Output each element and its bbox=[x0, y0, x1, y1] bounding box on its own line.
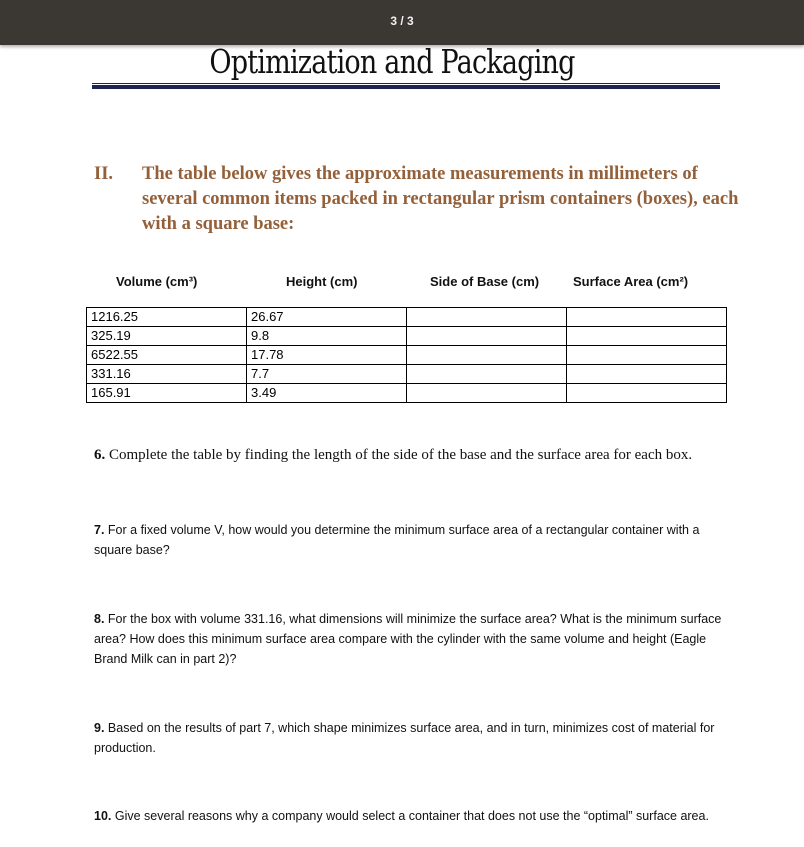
table-row bbox=[87, 346, 727, 365]
table-cell: 325.19 bbox=[87, 327, 247, 346]
question-6 bbox=[94, 444, 724, 466]
question-9 bbox=[94, 718, 724, 758]
table-cell bbox=[407, 308, 567, 327]
table-cell: 6522.55 bbox=[87, 346, 247, 365]
column-header-side: Side of Base (cm) bbox=[430, 274, 540, 289]
measurements-table bbox=[86, 307, 727, 403]
title-divider-thin bbox=[92, 83, 720, 84]
table-cell bbox=[567, 365, 727, 384]
question-8 bbox=[94, 609, 724, 669]
question-number: 6. bbox=[94, 447, 106, 463]
question-text: Give several reasons why a company would select a container that does not use the “optimal” surface area. bbox=[114, 809, 709, 823]
question-text: Complete the table by finding the length of the side of the base and the surface area for each box. bbox=[109, 447, 693, 463]
table-cell: 331.16 bbox=[87, 365, 247, 384]
table-cell: 26.67 bbox=[247, 308, 407, 327]
table-cell: 1216.25 bbox=[87, 308, 247, 327]
table-row bbox=[87, 327, 727, 346]
viewer-toolbar bbox=[0, 0, 804, 45]
question-number: 10. bbox=[94, 809, 112, 823]
question-text: For a fixed volume V, how would you determine the minimum surface area of a rectangular container with a square base? bbox=[94, 523, 700, 557]
question-text: For the box with volume 331.16, what dimensions will minimize the surface area? What is the minimum surface area? How does this minimum surface area compare with the cylinder with the same volume and height (Eagle Brand Milk can in part 2)? bbox=[94, 612, 722, 666]
table-cell bbox=[567, 346, 727, 365]
table-cell bbox=[567, 384, 727, 403]
document-title: Optimization and Packaging bbox=[209, 42, 575, 81]
section-number: II. bbox=[94, 164, 114, 184]
table-cell: 9.8 bbox=[247, 327, 407, 346]
table-cell: 17.78 bbox=[247, 346, 407, 365]
table-cell bbox=[407, 327, 567, 346]
question-10 bbox=[94, 806, 724, 826]
page-indicator: 3 / 3 bbox=[390, 14, 414, 28]
column-header-surface-area: Surface Area (cm²) bbox=[573, 274, 689, 289]
table-cell bbox=[407, 384, 567, 403]
table-row bbox=[87, 308, 727, 327]
section-intro: The table below gives the approximate measurements in millimeters of several common items packed in rectangular prism containers (boxes), each with a square base: bbox=[142, 164, 739, 234]
table-row bbox=[87, 384, 727, 403]
column-header-volume: Volume (cm³) bbox=[116, 274, 198, 289]
table-cell: 165.91 bbox=[87, 384, 247, 403]
table-cell bbox=[567, 308, 727, 327]
title-divider-thick bbox=[92, 85, 720, 89]
question-number: 9. bbox=[94, 721, 105, 735]
question-number: 8. bbox=[94, 612, 105, 626]
table-cell bbox=[567, 327, 727, 346]
question-text: Based on the results of part 7, which shape minimizes surface area, and in turn, minimizes cost of material for production. bbox=[94, 721, 715, 755]
table-cell bbox=[407, 365, 567, 384]
table-row bbox=[87, 365, 727, 384]
table-cell: 3.49 bbox=[247, 384, 407, 403]
question-number: 7. bbox=[94, 523, 105, 537]
table-cell: 7.7 bbox=[247, 365, 407, 384]
question-7 bbox=[94, 520, 724, 560]
table-cell bbox=[407, 346, 567, 365]
column-header-height: Height (cm) bbox=[286, 274, 358, 289]
